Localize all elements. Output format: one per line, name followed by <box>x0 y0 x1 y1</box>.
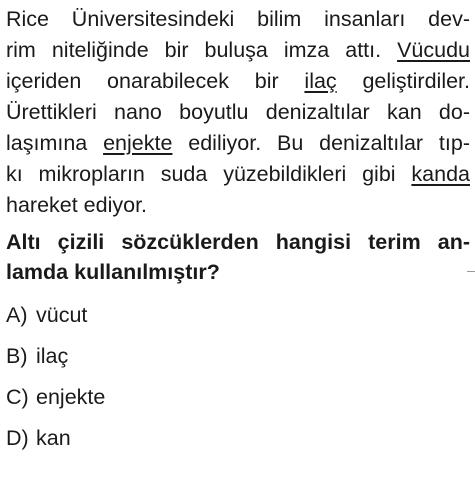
passage-line <box>6 159 470 190</box>
option-letter: D) <box>6 426 29 450</box>
passage-text-span: hareket ediyor. <box>6 193 148 217</box>
passage-text-span: rim niteliğinde bir buluşa imza attı. <box>6 38 398 62</box>
passage-line <box>6 66 470 97</box>
passage-line <box>6 190 470 221</box>
option-b[interactable] <box>6 341 470 371</box>
passage-text <box>6 4 470 221</box>
answer-options <box>6 300 470 453</box>
option-letter: C) <box>6 385 29 409</box>
passage-line <box>6 128 470 159</box>
passage-text-span: ediliyor. Bu denizaltılar tıp- <box>172 131 470 155</box>
passage-line <box>6 4 470 35</box>
passage-text-span: kı mikropların suda yüzebildikleri gibi <box>6 162 412 186</box>
prompt-line: lamda kullanılmıştır? <box>6 260 220 284</box>
question-block <box>6 4 470 464</box>
passage-text-span: içeriden onarabilecek bir <box>6 69 305 93</box>
underlined-word-ilac: ilaç <box>304 69 337 93</box>
option-text: enjekte <box>36 385 106 409</box>
underlined-word-enjekte: enjekte <box>103 131 173 155</box>
option-text: ilaç <box>36 344 69 368</box>
underlined-word-kanda: kanda <box>411 162 470 186</box>
option-d[interactable] <box>6 423 470 453</box>
passage-line <box>6 35 470 66</box>
passage-text-span: Rice Üniversitesindeki bilim insanları dev- <box>6 7 470 31</box>
option-text: kan <box>36 426 71 450</box>
option-c[interactable] <box>6 382 470 412</box>
prompt-line: Altı çizili sözcüklerden hangisi terim an- <box>6 230 470 254</box>
passage-line <box>6 97 470 128</box>
passage-text-span: laşımına <box>6 131 104 155</box>
underlined-word-vucudu: Vücudu <box>397 38 470 62</box>
passage-text-span: Ürettikleri nano boyutlu denizaltılar kan do- <box>6 100 470 124</box>
option-letter: A) <box>6 303 28 327</box>
option-letter: B) <box>6 344 28 368</box>
option-text: vücut <box>36 303 88 327</box>
option-a[interactable] <box>6 300 470 330</box>
question-prompt <box>6 227 470 287</box>
passage-text-span: geliştirdiler. <box>336 69 470 93</box>
edge-divider <box>467 271 475 272</box>
